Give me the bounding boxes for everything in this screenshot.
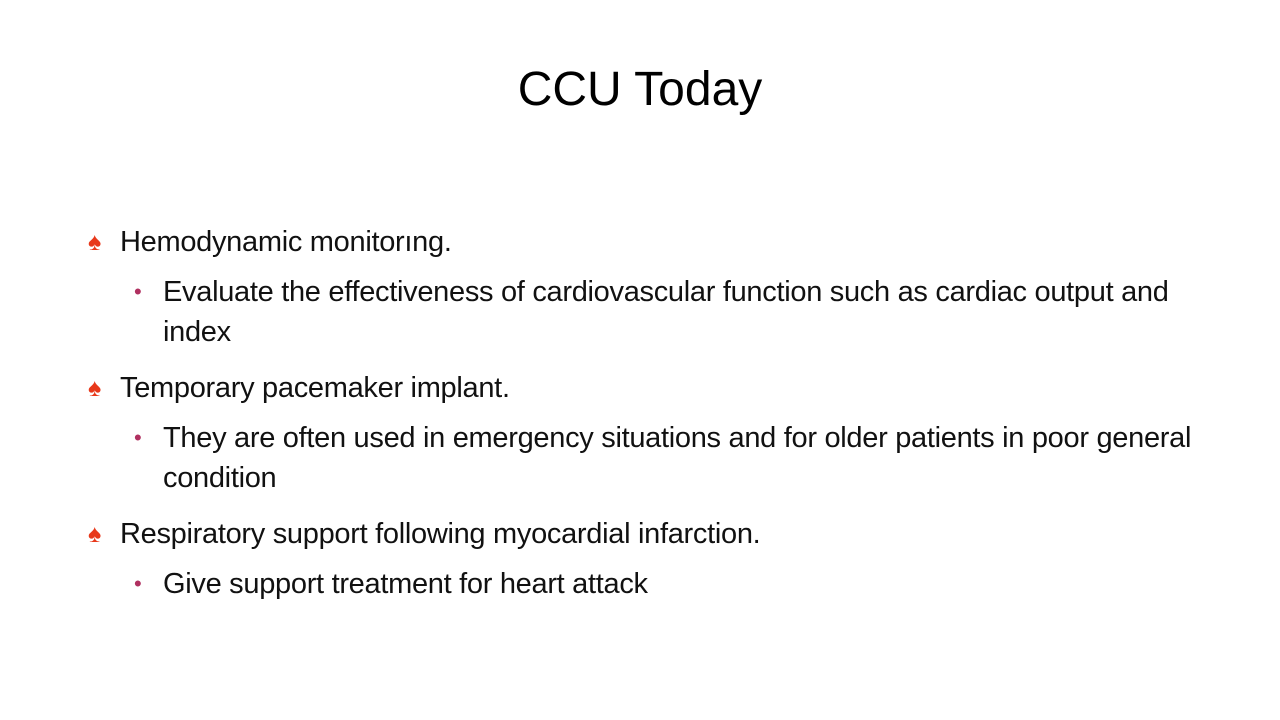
bullet-row bbox=[88, 368, 1248, 408]
sub-bullet-text: Evaluate the effectiveness of cardiovascular function such as cardiac output and index bbox=[163, 276, 1169, 348]
spade-icon: ♠ bbox=[88, 374, 101, 402]
bullet-row bbox=[88, 514, 1248, 554]
spade-icon: ♠ bbox=[88, 520, 101, 548]
bullet-text: Hemodynamic monitorıng. bbox=[120, 226, 452, 258]
bullet-list bbox=[88, 222, 1248, 604]
bullet-point bbox=[88, 514, 1248, 604]
spade-icon: ♠ bbox=[88, 228, 101, 256]
bullet-text: Respiratory support following myocardial infarction. bbox=[120, 518, 761, 550]
bullet-point bbox=[88, 368, 1248, 498]
sub-bullet-row bbox=[134, 272, 1248, 352]
bullet-text: Temporary pacemaker implant. bbox=[120, 372, 510, 404]
sub-bullet-text: They are often used in emergency situations and for older patients in poor general condition bbox=[163, 422, 1192, 494]
slide-title: CCU Today bbox=[517, 63, 763, 116]
bullet-point bbox=[88, 222, 1248, 352]
dot-icon: • bbox=[134, 425, 142, 450]
dot-icon: • bbox=[134, 571, 142, 596]
sub-bullet-text: Give support treatment for heart attack bbox=[163, 568, 648, 600]
sub-bullet-row bbox=[134, 418, 1248, 498]
sub-bullet-row bbox=[134, 564, 1248, 604]
dot-icon: • bbox=[134, 279, 142, 304]
bullet-row bbox=[88, 222, 1248, 262]
